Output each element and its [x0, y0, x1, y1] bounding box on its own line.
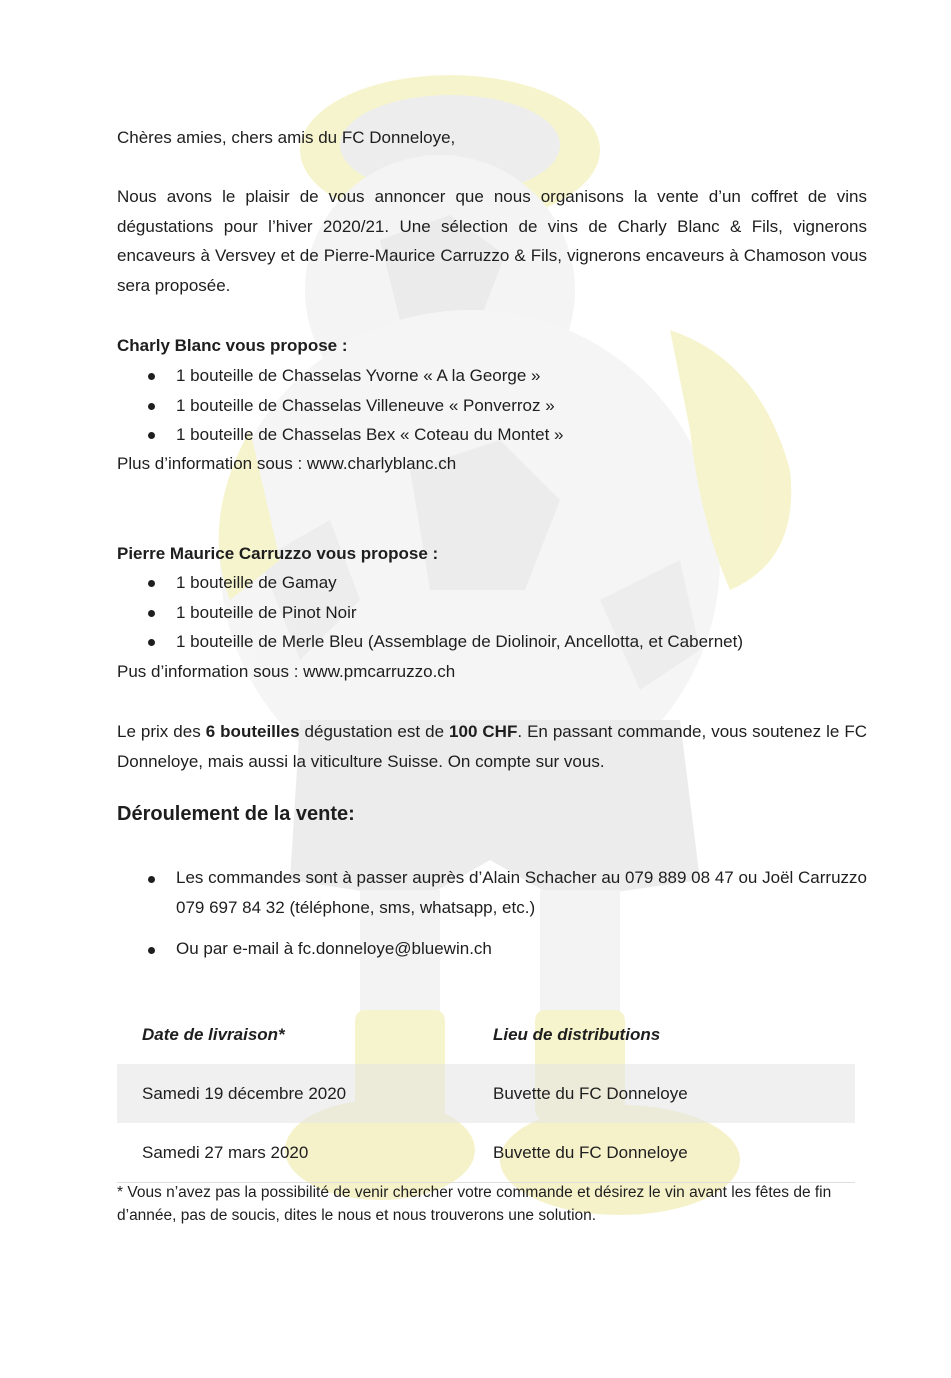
price-paragraph: Le prix des 6 bouteilles dégustation est de 100 CHF. En passant commande, vous soutenez le FC Donneloye, mais aussi la viticulture Suisse. On compte sur vous. [117, 722, 868, 771]
column-header-location: Lieu de distributions [493, 1024, 661, 1044]
charly-info-link[interactable]: Plus d’information sous : www.charlyblanc.ch [117, 454, 457, 473]
table-cell-location: Buvette du FC Donneloye [493, 1083, 688, 1103]
carruzzo-info-link[interactable]: Pus d’information sous : www.pmcarruzzo.ch [117, 662, 456, 681]
table-row [117, 1064, 855, 1123]
table-cell-date: Samedi 27 mars 2020 [142, 1142, 309, 1162]
delivery-table [117, 1005, 855, 1183]
carruzzo-heading: Pierre Maurice Carruzzo vous propose : [117, 544, 439, 563]
table-row [117, 1123, 855, 1183]
table-header-row [117, 1005, 855, 1064]
greeting: Chères amies, chers amis du FC Donneloye, [117, 128, 456, 147]
list-item: 1 bouteille de Merle Bleu (Assemblage de Diolinoir, Ancellotta, et Cabernet) [117, 627, 877, 657]
list-item[interactable]: Ou par e-mail à fc.donneloye@bluewin.ch [117, 934, 877, 964]
list-item: Les commandes sont à passer auprès d’Alain Schacher au 079 889 08 47 ou Joël Carruzzo 079 697 84 32 (téléphone, sms, whatsapp, etc.) [117, 863, 877, 923]
list-item: 1 bouteille de Gamay [117, 568, 877, 598]
table-cell-location: Buvette du FC Donneloye [493, 1142, 688, 1162]
column-header-date: Date de livraison* [142, 1024, 285, 1044]
list-item: 1 bouteille de Chasselas Bex « Coteau du Montet » [117, 420, 877, 450]
carruzzo-wine-list [117, 568, 877, 657]
bottle-count: 6 bouteilles [205, 722, 300, 741]
intro-paragraph: Nous avons le plaisir de vous annoncer que nous organisons la vente d’un coffret de vins dégustations pour l’hiver 2020/21. Une sélection de vins de Charly Blanc & Fils, vignerons encaveurs à Versvey et de Pierre-Maurice Carruzzo & Fils, vignerons encaveurs à Chamoson vous sera proposée. [117, 187, 867, 296]
footnote: * Vous n’avez pas la possibilité de venir chercher votre commande et désirez le vin avant les fêtes de fin d’année, pas de soucis, dites le nous et nous trouverons une solution. [117, 1184, 832, 1224]
price-amount: 100 CHF [449, 722, 518, 741]
list-item: 1 bouteille de Chasselas Villeneuve « Ponverroz » [117, 391, 877, 421]
sale-heading: Déroulement de la vente: [117, 803, 355, 825]
charly-heading: Charly Blanc vous propose : [117, 336, 348, 355]
sale-instructions [117, 863, 877, 975]
list-item: 1 bouteille de Chasselas Yvorne « A la George » [117, 361, 877, 391]
table-cell-date: Samedi 19 décembre 2020 [142, 1083, 347, 1103]
list-item: 1 bouteille de Pinot Noir [117, 598, 877, 628]
charly-wine-list [117, 361, 877, 450]
